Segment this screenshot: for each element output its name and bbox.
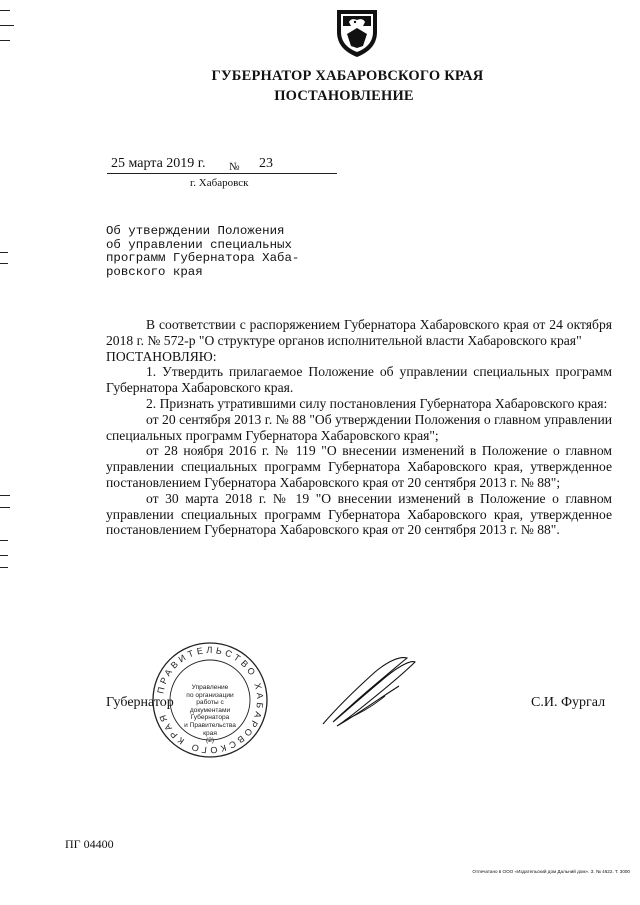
edge-mark [0, 540, 8, 541]
body-text [106, 317, 612, 538]
stamp-line: Управление [191, 684, 229, 691]
stamp-line: края [203, 729, 217, 737]
subject-block [106, 225, 311, 279]
stamp-line: работы с документами [189, 699, 231, 714]
edge-mark [0, 495, 10, 496]
decree-word: ПОСТАНОВЛЯЮ: [106, 348, 217, 364]
edge-mark [0, 567, 8, 568]
edge-mark [0, 252, 8, 253]
stamp-inner-text [177, 684, 243, 745]
handwritten-signature [315, 650, 425, 730]
item-1: 1. Утвердить прилагаемое Положение об управлении специальных программ Губернатора Хабаровского края. [106, 364, 612, 396]
stamp-line: по организации [186, 691, 234, 699]
edge-mark [0, 555, 8, 556]
org-title: ГУБЕРНАТОР ХАБАРОВСКОГО КРАЯ [211, 68, 484, 84]
subject-line: программ Губернатора Хаба- [106, 251, 300, 266]
doc-date: 25 марта 2019 г. [111, 156, 206, 171]
doc-number-label: № [229, 161, 240, 173]
item-2: 2. Признать утратившими силу постановления Губернатора Хабаровского края: [146, 395, 608, 411]
repealed-item-3: от 30 марта 2018 г. № 19 "О внесении изменений в Положение о главном управлении специальных программ Губернатора Хабаровского края, утвержденное постановлением Губернатора Хабаровского края от 20 сентября 2013 г. № 88". [106, 490, 612, 538]
edge-mark [0, 263, 8, 264]
stamp-line: и Правительства [184, 721, 236, 729]
subject-line: об управлении специальных [106, 237, 292, 252]
edge-mark [0, 507, 10, 508]
edge-mark [0, 10, 10, 11]
repealed-item-2: от 28 ноября 2016 г. № 119 "О внесении изменений в Положение о главном управлении специальных программ Губернатора Хабаровского края, утвержденное постановлением Губернатора Хабаровского края от 20 сентября 2013 г. № 88"; [106, 443, 612, 490]
stamp-ring-text: ПРАВИТЕЛЬСТВО ХАБАРОВСКОГО КРАЯ [155, 644, 266, 756]
intro-paragraph: В соответствии с распоряжением Губернатора Хабаровского края от 24 октября 2018 г. № 572-р "О структуре органов исполнительной власти Хабаровского края" [106, 317, 612, 348]
subject-line: ровского края [106, 264, 203, 279]
subject-line: Об утверждении Положения [106, 224, 285, 238]
doc-city: г. Хабаровск [190, 177, 249, 189]
coat-of-arms-bear-icon [333, 6, 381, 58]
edge-mark [0, 25, 14, 26]
doc-number: 23 [259, 156, 273, 171]
edge-mark [0, 40, 10, 41]
signatory-title: Губернатор [106, 695, 174, 710]
printer-imprint: Отпечатано в ООО «Издательский дом Дальний дом». З. № 4622. Т. 3000 [472, 869, 630, 874]
signatory-name: С.И. Фургал [531, 695, 606, 710]
stamp-line: (2) [205, 737, 215, 745]
repealed-item-1: от 20 сентября 2013 г. № 88 "Об утверждении Положения о главном управлении специальных программ Губернатора Хабаровского края"; [106, 411, 612, 443]
form-code: ПГ 04400 [65, 837, 114, 851]
stamp-line: Губернатора [190, 714, 230, 722]
date-underline [107, 173, 337, 174]
doc-type-title: ПОСТАНОВЛЕНИЕ [274, 88, 414, 104]
